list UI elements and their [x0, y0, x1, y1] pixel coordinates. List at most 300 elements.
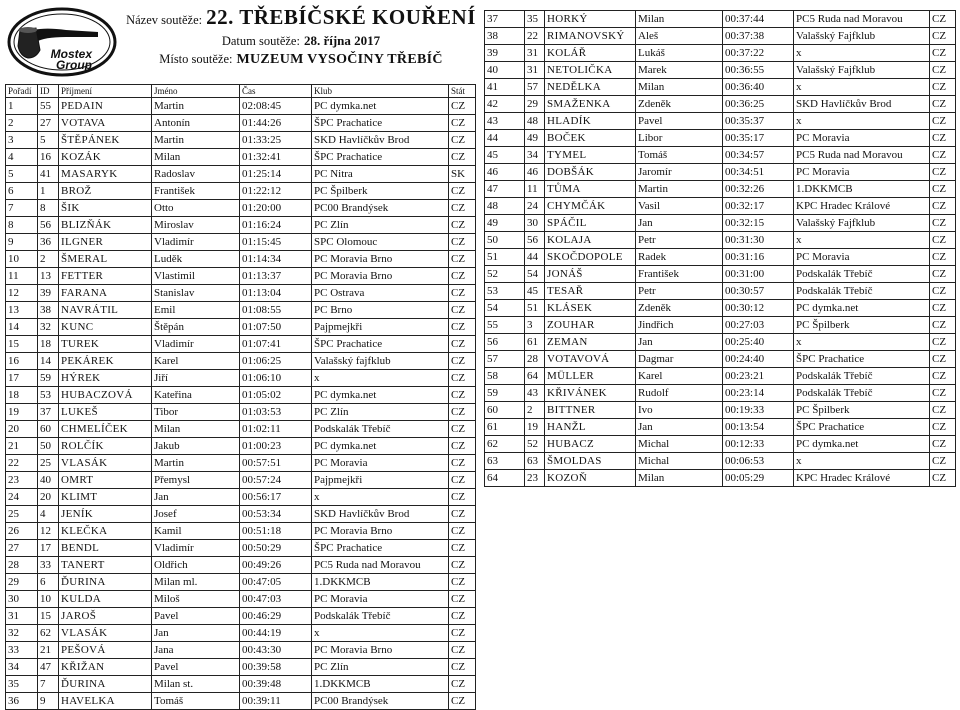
state-cell: CZ [449, 319, 476, 336]
time-cell: 00:27:03 [723, 317, 794, 334]
time-cell: 00:32:15 [723, 215, 794, 232]
time-cell: 01:07:41 [240, 336, 312, 353]
state-cell: CZ [930, 385, 956, 402]
time-cell: 00:13:54 [723, 419, 794, 436]
surname-cell: ŠMERAL [59, 251, 152, 268]
table-row [6, 183, 476, 200]
pipe-logo-icon [6, 6, 118, 78]
id-cell: 37 [38, 404, 59, 421]
time-cell: 01:06:25 [240, 353, 312, 370]
id-cell: 57 [525, 79, 545, 96]
rank-cell: 10 [6, 251, 38, 268]
state-cell: CZ [449, 268, 476, 285]
surname-cell: BOČEK [545, 130, 636, 147]
table-row [6, 659, 476, 676]
firstname-cell: Josef [152, 506, 240, 523]
firstname-cell: Rudolf [636, 385, 723, 402]
id-cell: 45 [525, 283, 545, 300]
state-cell: CZ [449, 676, 476, 693]
firstname-cell: Jan [152, 625, 240, 642]
rank-cell: 38 [485, 28, 525, 45]
table-row [485, 130, 956, 147]
firstname-cell: Tomáš [636, 147, 723, 164]
id-cell: 7 [38, 676, 59, 693]
club-cell: x [794, 113, 930, 130]
id-cell: 34 [525, 147, 545, 164]
time-cell: 01:16:24 [240, 217, 312, 234]
state-cell: CZ [449, 302, 476, 319]
state-cell: CZ [930, 351, 956, 368]
rank-cell: 60 [485, 402, 525, 419]
id-cell: 15 [38, 608, 59, 625]
id-cell: 18 [38, 336, 59, 353]
surname-cell: ĎURINA [59, 574, 152, 591]
surname-cell: NAVRÁTIL [59, 302, 152, 319]
club-cell: ŠPC Prachatice [312, 149, 449, 166]
club-cell: 1.DKKMCB [794, 181, 930, 198]
id-cell: 22 [525, 28, 545, 45]
table-row [6, 642, 476, 659]
time-cell: 00:56:17 [240, 489, 312, 506]
firstname-cell: Milan [152, 149, 240, 166]
id-cell: 38 [38, 302, 59, 319]
firstname-cell: Miroslav [152, 217, 240, 234]
time-cell: 00:24:40 [723, 351, 794, 368]
firstname-cell: Otto [152, 200, 240, 217]
table-row [485, 402, 956, 419]
title-label: Název soutěže: [126, 13, 203, 27]
club-cell: Valašský Fajfklub [794, 62, 930, 79]
table-row [485, 79, 956, 96]
id-cell: 61 [525, 334, 545, 351]
state-cell: CZ [449, 285, 476, 302]
state-cell: CZ [449, 506, 476, 523]
table-row [6, 166, 476, 183]
date-label: Datum soutěže: [221, 34, 300, 48]
id-cell: 30 [525, 215, 545, 232]
table-row [6, 574, 476, 591]
id-cell: 56 [38, 217, 59, 234]
id-cell: 27 [38, 115, 59, 132]
table-row [6, 149, 476, 166]
id-cell: 9 [38, 693, 59, 710]
rank-cell: 31 [6, 608, 38, 625]
id-cell: 35 [525, 11, 545, 28]
club-cell: PC Moravia Brno [312, 268, 449, 285]
time-cell: 00:51:18 [240, 523, 312, 540]
results-table-right [484, 10, 956, 487]
col-club: Klub [312, 85, 449, 98]
id-cell: 52 [525, 436, 545, 453]
state-cell: CZ [449, 523, 476, 540]
firstname-cell: Ivo [636, 402, 723, 419]
state-cell: CZ [449, 217, 476, 234]
rank-cell: 20 [6, 421, 38, 438]
state-cell: CZ [930, 470, 956, 487]
surname-cell: KŘIŽAN [59, 659, 152, 676]
firstname-cell: Milan st. [152, 676, 240, 693]
time-cell: 01:22:12 [240, 183, 312, 200]
surname-cell: HLADÍK [545, 113, 636, 130]
surname-cell: ZEMAN [545, 334, 636, 351]
firstname-cell: Pavel [152, 659, 240, 676]
time-cell: 00:39:11 [240, 693, 312, 710]
id-cell: 4 [38, 506, 59, 523]
title-row [124, 6, 478, 32]
club-cell: ŠPC Prachatice [794, 351, 930, 368]
firstname-cell: Milan [152, 421, 240, 438]
table-row [485, 28, 956, 45]
club-cell: x [312, 489, 449, 506]
firstname-cell: Antonín [152, 115, 240, 132]
table-row [6, 268, 476, 285]
table-row [6, 489, 476, 506]
id-cell: 32 [38, 319, 59, 336]
time-cell: 00:30:12 [723, 300, 794, 317]
surname-cell: ROLČÍK [59, 438, 152, 455]
state-cell: CZ [449, 370, 476, 387]
firstname-cell: Štěpán [152, 319, 240, 336]
rank-cell: 13 [6, 302, 38, 319]
table-row [6, 625, 476, 642]
state-cell: CZ [449, 336, 476, 353]
id-cell: 5 [38, 132, 59, 149]
firstname-cell: Milan [636, 79, 723, 96]
surname-cell: TANERT [59, 557, 152, 574]
table-row [485, 368, 956, 385]
time-cell: 00:34:57 [723, 147, 794, 164]
surname-cell: SKOČDOPOLE [545, 249, 636, 266]
time-cell: 00:37:22 [723, 45, 794, 62]
rank-cell: 35 [6, 676, 38, 693]
club-cell: PC Zlín [312, 404, 449, 421]
table-row [485, 164, 956, 181]
club-cell: x [312, 370, 449, 387]
state-cell: CZ [930, 300, 956, 317]
state-cell: CZ [930, 11, 956, 28]
id-cell: 36 [38, 234, 59, 251]
time-cell: 00:57:51 [240, 455, 312, 472]
rank-cell: 39 [485, 45, 525, 62]
id-cell: 39 [38, 285, 59, 302]
rank-cell: 34 [6, 659, 38, 676]
table-row [6, 557, 476, 574]
club-cell: PC dymka.net [312, 387, 449, 404]
venue-row [124, 50, 478, 68]
firstname-cell: Jan [636, 419, 723, 436]
rank-cell: 64 [485, 470, 525, 487]
state-cell: CZ [449, 455, 476, 472]
time-cell: 01:03:53 [240, 404, 312, 421]
table-row [485, 266, 956, 283]
time-cell: 01:32:41 [240, 149, 312, 166]
firstname-cell: Michal [636, 453, 723, 470]
surname-cell: KOZÁK [59, 149, 152, 166]
header-row [6, 85, 476, 98]
state-cell: CZ [449, 132, 476, 149]
state-cell: CZ [449, 98, 476, 115]
club-cell: x [794, 232, 930, 249]
state-cell: CZ [930, 283, 956, 300]
rank-cell: 18 [6, 387, 38, 404]
rank-cell: 56 [485, 334, 525, 351]
competition-date: 28. října 2017 [303, 33, 381, 48]
firstname-cell: Marek [636, 62, 723, 79]
time-cell: 00:46:29 [240, 608, 312, 625]
firstname-cell: Petr [636, 232, 723, 249]
time-cell: 00:23:21 [723, 368, 794, 385]
id-cell: 31 [525, 45, 545, 62]
state-cell: CZ [449, 234, 476, 251]
time-cell: 00:31:30 [723, 232, 794, 249]
rank-cell: 5 [6, 166, 38, 183]
id-cell: 31 [525, 62, 545, 79]
table-row [6, 421, 476, 438]
firstname-cell: Přemysl [152, 472, 240, 489]
firstname-cell: Jan [152, 489, 240, 506]
club-cell: x [794, 79, 930, 96]
id-cell: 16 [38, 149, 59, 166]
mostex-group-logo [6, 6, 118, 78]
firstname-cell: Jan [636, 215, 723, 232]
surname-cell: KOZOŇ [545, 470, 636, 487]
rank-cell: 2 [6, 115, 38, 132]
table-row [6, 438, 476, 455]
club-cell: PC Moravia Brno [312, 251, 449, 268]
time-cell: 01:07:50 [240, 319, 312, 336]
surname-cell: TŮMA [545, 181, 636, 198]
surname-cell: KOLÁŘ [545, 45, 636, 62]
club-cell: PC dymka.net [794, 436, 930, 453]
surname-cell: KLIMT [59, 489, 152, 506]
surname-cell: JENÍK [59, 506, 152, 523]
club-cell: PC Špilberk [794, 402, 930, 419]
rank-cell: 12 [6, 285, 38, 302]
surname-cell: VLASÁK [59, 625, 152, 642]
id-cell: 62 [38, 625, 59, 642]
rank-cell: 25 [6, 506, 38, 523]
surname-cell: BITTNER [545, 402, 636, 419]
table-row [485, 96, 956, 113]
surname-cell: ŠIK [59, 200, 152, 217]
time-cell: 00:31:16 [723, 249, 794, 266]
rank-cell: 28 [6, 557, 38, 574]
rank-cell: 15 [6, 336, 38, 353]
club-cell: PC5 Ruda nad Moravou [794, 11, 930, 28]
firstname-cell: Kateřina [152, 387, 240, 404]
competition-venue: MUZEUM VYSOČINY TŘEBÍČ [236, 52, 443, 67]
table-row [6, 115, 476, 132]
surname-cell: RIMANOVSKÝ [545, 28, 636, 45]
surname-cell: PEDAIN [59, 98, 152, 115]
surname-cell: FARANA [59, 285, 152, 302]
state-cell: CZ [449, 557, 476, 574]
rank-cell: 11 [6, 268, 38, 285]
club-cell: x [794, 334, 930, 351]
time-cell: 01:44:26 [240, 115, 312, 132]
id-cell: 55 [38, 98, 59, 115]
rank-cell: 41 [485, 79, 525, 96]
state-cell: CZ [449, 642, 476, 659]
table-row [6, 455, 476, 472]
firstname-cell: Petr [636, 283, 723, 300]
rank-cell: 37 [485, 11, 525, 28]
table-row [6, 608, 476, 625]
table-row [485, 181, 956, 198]
firstname-cell: Martin [152, 132, 240, 149]
state-cell: CZ [930, 317, 956, 334]
id-cell: 20 [38, 489, 59, 506]
club-cell: PC00 Brandýsek [312, 693, 449, 710]
time-cell: 00:39:48 [240, 676, 312, 693]
table-row [485, 198, 956, 215]
surname-cell: KŘIVÁNEK [545, 385, 636, 402]
firstname-cell: Vasil [636, 198, 723, 215]
state-cell: CZ [449, 438, 476, 455]
firstname-cell: Stanislav [152, 285, 240, 302]
time-cell: 00:05:29 [723, 470, 794, 487]
rank-cell: 49 [485, 215, 525, 232]
col-firstname: Jméno [152, 85, 240, 98]
club-cell: Podskalák Třebíč [794, 368, 930, 385]
surname-cell: LUKEŠ [59, 404, 152, 421]
time-cell: 00:37:44 [723, 11, 794, 28]
state-cell: CZ [930, 453, 956, 470]
firstname-cell: Karel [636, 368, 723, 385]
state-cell: CZ [930, 368, 956, 385]
surname-cell: HAVELKA [59, 693, 152, 710]
firstname-cell: Jan [636, 334, 723, 351]
time-cell: 01:05:02 [240, 387, 312, 404]
id-cell: 29 [525, 96, 545, 113]
time-cell: 00:35:17 [723, 130, 794, 147]
time-cell: 01:20:00 [240, 200, 312, 217]
time-cell: 00:25:40 [723, 334, 794, 351]
club-cell: PC Zlín [312, 217, 449, 234]
table-row [6, 523, 476, 540]
rank-cell: 30 [6, 591, 38, 608]
surname-cell: VOTAVOVÁ [545, 351, 636, 368]
rank-cell: 58 [485, 368, 525, 385]
time-cell: 00:43:30 [240, 642, 312, 659]
firstname-cell: Dagmar [636, 351, 723, 368]
club-cell: PC5 Ruda nad Moravou [312, 557, 449, 574]
competition-header [124, 6, 478, 68]
table-row [6, 370, 476, 387]
club-cell: ŠPC Prachatice [312, 115, 449, 132]
state-cell: CZ [449, 200, 476, 217]
table-row [6, 387, 476, 404]
firstname-cell: Jiří [152, 370, 240, 387]
surname-cell: TESAŘ [545, 283, 636, 300]
id-cell: 2 [525, 402, 545, 419]
state-cell: CZ [930, 147, 956, 164]
time-cell: 00:50:29 [240, 540, 312, 557]
surname-cell: SPÁČIL [545, 215, 636, 232]
firstname-cell: Jana [152, 642, 240, 659]
table-row [485, 45, 956, 62]
id-cell: 54 [525, 266, 545, 283]
firstname-cell: Oldřich [152, 557, 240, 574]
club-cell: Podskalák Třebíč [312, 608, 449, 625]
rank-cell: 21 [6, 438, 38, 455]
surname-cell: KULDA [59, 591, 152, 608]
table-row [6, 285, 476, 302]
surname-cell: FETTER [59, 268, 152, 285]
club-cell: x [794, 453, 930, 470]
col-state: Stát [449, 85, 476, 98]
id-cell: 63 [525, 453, 545, 470]
time-cell: 01:00:23 [240, 438, 312, 455]
firstname-cell: Pavel [152, 608, 240, 625]
surname-cell: ŠMOLDAS [545, 453, 636, 470]
id-cell: 13 [38, 268, 59, 285]
state-cell: CZ [930, 419, 956, 436]
surname-cell: PEKÁREK [59, 353, 152, 370]
table-row [485, 385, 956, 402]
rank-cell: 55 [485, 317, 525, 334]
table-row [485, 215, 956, 232]
state-cell: CZ [930, 164, 956, 181]
id-cell: 25 [38, 455, 59, 472]
rank-cell: 1 [6, 98, 38, 115]
rank-cell: 24 [6, 489, 38, 506]
table-row [485, 317, 956, 334]
surname-cell: ŠTĚPÁNEK [59, 132, 152, 149]
time-cell: 00:35:37 [723, 113, 794, 130]
id-cell: 48 [525, 113, 545, 130]
surname-cell: NETOLIČKA [545, 62, 636, 79]
state-cell: CZ [449, 591, 476, 608]
club-cell: PC Moravia [794, 164, 930, 181]
rank-cell: 57 [485, 351, 525, 368]
club-cell: Pajpmejkři [312, 472, 449, 489]
club-cell: ŠPC Prachatice [312, 336, 449, 353]
state-cell: CZ [449, 540, 476, 557]
table-row [485, 419, 956, 436]
state-cell: CZ [930, 436, 956, 453]
time-cell: 00:32:17 [723, 198, 794, 215]
state-cell: CZ [930, 198, 956, 215]
time-cell: 00:32:26 [723, 181, 794, 198]
table-row [6, 353, 476, 370]
club-cell: PC dymka.net [312, 438, 449, 455]
surname-cell: ILGNER [59, 234, 152, 251]
state-cell: CZ [449, 421, 476, 438]
club-cell: Valašský fajfklub [312, 353, 449, 370]
firstname-cell: Radoslav [152, 166, 240, 183]
date-row [124, 32, 478, 50]
surname-cell: BROŽ [59, 183, 152, 200]
firstname-cell: Vlastimil [152, 268, 240, 285]
state-cell: CZ [930, 79, 956, 96]
surname-cell: HORKÝ [545, 11, 636, 28]
rank-cell: 51 [485, 249, 525, 266]
id-cell: 59 [38, 370, 59, 387]
rank-cell: 48 [485, 198, 525, 215]
id-cell: 40 [38, 472, 59, 489]
club-cell: PC Moravia [794, 130, 930, 147]
table-row [485, 283, 956, 300]
time-cell: 00:36:25 [723, 96, 794, 113]
club-cell: Pajpmejkři [312, 319, 449, 336]
rank-cell: 19 [6, 404, 38, 421]
surname-cell: DOBŠÁK [545, 164, 636, 181]
id-cell: 23 [525, 470, 545, 487]
id-cell: 1 [38, 183, 59, 200]
rank-cell: 45 [485, 147, 525, 164]
state-cell: CZ [930, 402, 956, 419]
